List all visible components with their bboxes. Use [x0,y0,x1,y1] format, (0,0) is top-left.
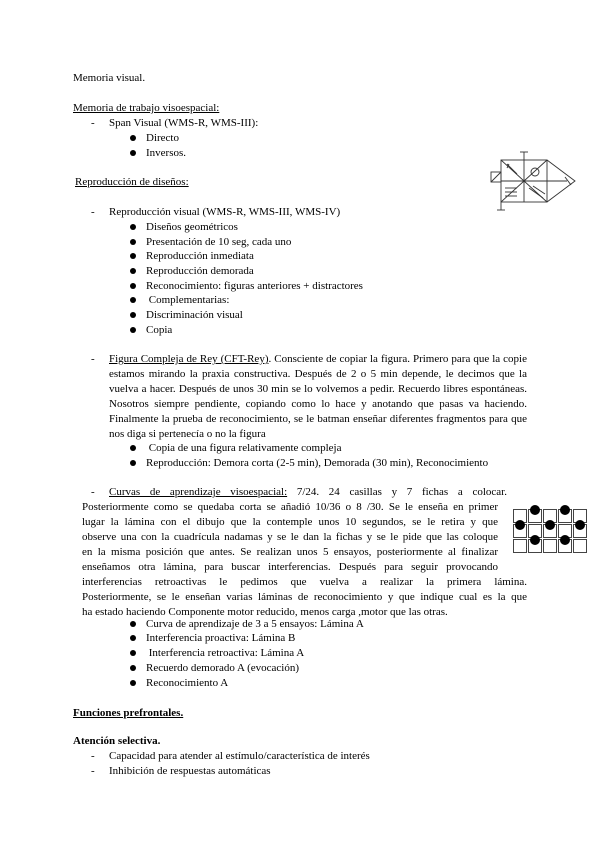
bullet [130,283,136,289]
grid-cell [543,539,557,553]
learning-curve-label: Curvas de aprendizaje visoespacial: [109,486,288,498]
grid-dot [575,520,585,530]
list-item: Copia de una figura relativamente compleja [146,442,342,454]
rey-figure-illustration [487,150,579,212]
bullet [130,268,136,274]
list-item: Inversos. [146,147,187,159]
list-item: Copia [146,324,173,336]
paragraph-line: Nosotros siempre pendiente, copiando como lo hace y anotando que pasas va haciendo. [109,398,527,410]
list-item: Reproducción inmediata [146,250,254,262]
list-item: Recuerdo demorado A (evocación) [146,662,300,674]
grid-cell [573,539,587,553]
paragraph-line: nos diga si pertenecía o no la figura [109,428,266,440]
paragraph-line: Curvas de aprendizaje visoespacial: 7/24. 24 casillas y 7 fichas a colocar. [109,486,507,498]
bullet [130,297,136,303]
list-item: Reproducción: Demora corta (2-5 min), Demorada (30 min), Reconocimiento [146,457,489,469]
list-item: Interferencia proactiva: Lámina B [146,632,296,644]
paragraph-line: observe una con la cuadrícula nadamas y se le dan la fichas y se le pide que las coloque [82,531,498,543]
paragraph-line: Figura Compleja de Rey (CFT-Rey). Consciente de copiar la figura. Primero para que la copie [109,353,527,365]
grid-dot [530,535,540,545]
bullet [130,135,136,141]
grid-dot [530,505,540,515]
grid-cell [513,539,527,553]
paragraph-line: Finalmente la prueba de reconocimiento, se le batman enseñar diferentes fragmentos para que [109,413,527,425]
grid-dot [560,505,570,515]
paragraph-line: enseñamos otra lámina, para buscar interferencias. Después para seguir provocando [82,561,498,573]
span-visual-item: Span Visual (WMS-R, WMS-III): [109,117,259,129]
paragraph-line: ha estado haciendo Componente motor reducido, menos carga ,motor que las otras. [82,606,448,618]
list-item: Diseños geométricos [146,221,238,233]
list-item: Inhibición de respuestas automáticas [109,765,271,777]
section-heading-working-memory: Memoria de trabajo visoespacial: [73,102,220,114]
dash-marker: - [91,750,95,762]
bullet [130,239,136,245]
list-item: Capacidad para atender al estímulo/característica de interés [109,750,370,762]
list-item: Discriminación visual [146,309,243,321]
paragraph-line: interferencias retroactivas le pedimos que vuelva a realizar la primera lámina. [82,576,527,588]
list-item: Reconocimiento: figuras anteriores + distractores [146,280,363,292]
list-item: Interferencia retroactiva: Lámina A [146,647,305,659]
paragraph-line: en la misma posición que antes. Se realizan unos 5 ensayos, posteriormente al finalizar [82,546,498,558]
bullet [130,224,136,230]
bullet [130,150,136,156]
bullet [130,680,136,686]
list-item: Complementarias: [146,294,230,306]
dash-marker: - [91,486,95,498]
list-item: Reproducción demorada [146,265,254,277]
learning-grid-illustration [513,505,589,557]
section-heading-design-reproduction: Reproducción de diseños: [75,176,189,188]
list-item: Reconocimiento A [146,677,229,689]
doc-title: Memoria visual. [73,72,146,84]
grid-dot [515,520,525,530]
bullet [130,635,136,641]
visual-reproduction-item: Reproducción visual (WMS-R, WMS-III, WMS-IV) [109,206,341,218]
section-heading-prefrontal: Funciones prefrontales. [73,707,184,719]
paragraph-line: estamos mirando la praxia constructiva. Después de 2 o 5 min depende, le decimos que la [109,368,527,380]
dash-marker: - [91,765,95,777]
grid-dot [545,520,555,530]
dash-marker: - [91,206,95,218]
dash-marker: - [91,353,95,365]
bullet [130,665,136,671]
bullet [130,312,136,318]
paragraph-line: Posteriormente como se quedaba corta se añadió 10/36 o 8 /30. Se le enseña en primer [82,501,498,513]
dash-marker: - [91,117,95,129]
paragraph-line: Posteriormente, se le enseñan varias láminas de reconocimiento y que indique cual es la que [82,591,527,603]
grid-dot [560,535,570,545]
learning-curve-paragraph-tail [82,575,527,620]
bullet [130,621,136,627]
bullet [130,460,136,466]
bullet [130,253,136,259]
bullet [130,650,136,656]
paragraph-line: lugar la lámina con el dibujo que la contemple unos 10 segundos, se le retira y que [82,516,498,528]
learning-curve-paragraph-wrap [82,500,498,575]
learning-curve-paragraph-head [109,485,507,500]
list-item: Directo [146,132,179,144]
list-item: Presentación de 10 seg, cada uno [146,236,292,248]
rey-figure-label: Figura Compleja de Rey (CFT-Rey) [109,353,269,365]
list-item: Curva de aprendizaje de 3 a 5 ensayos: Lámina A [146,618,364,630]
rey-figure-paragraph [109,352,527,442]
subheading-selective-attention: Atención selectiva. [73,735,161,747]
bullet [130,445,136,451]
bullet [130,327,136,333]
paragraph-line: vuelva a hacer. Después de unos 30 min se lo volvemos a pedir. Recuerdo libres espontáneas. [109,383,527,395]
